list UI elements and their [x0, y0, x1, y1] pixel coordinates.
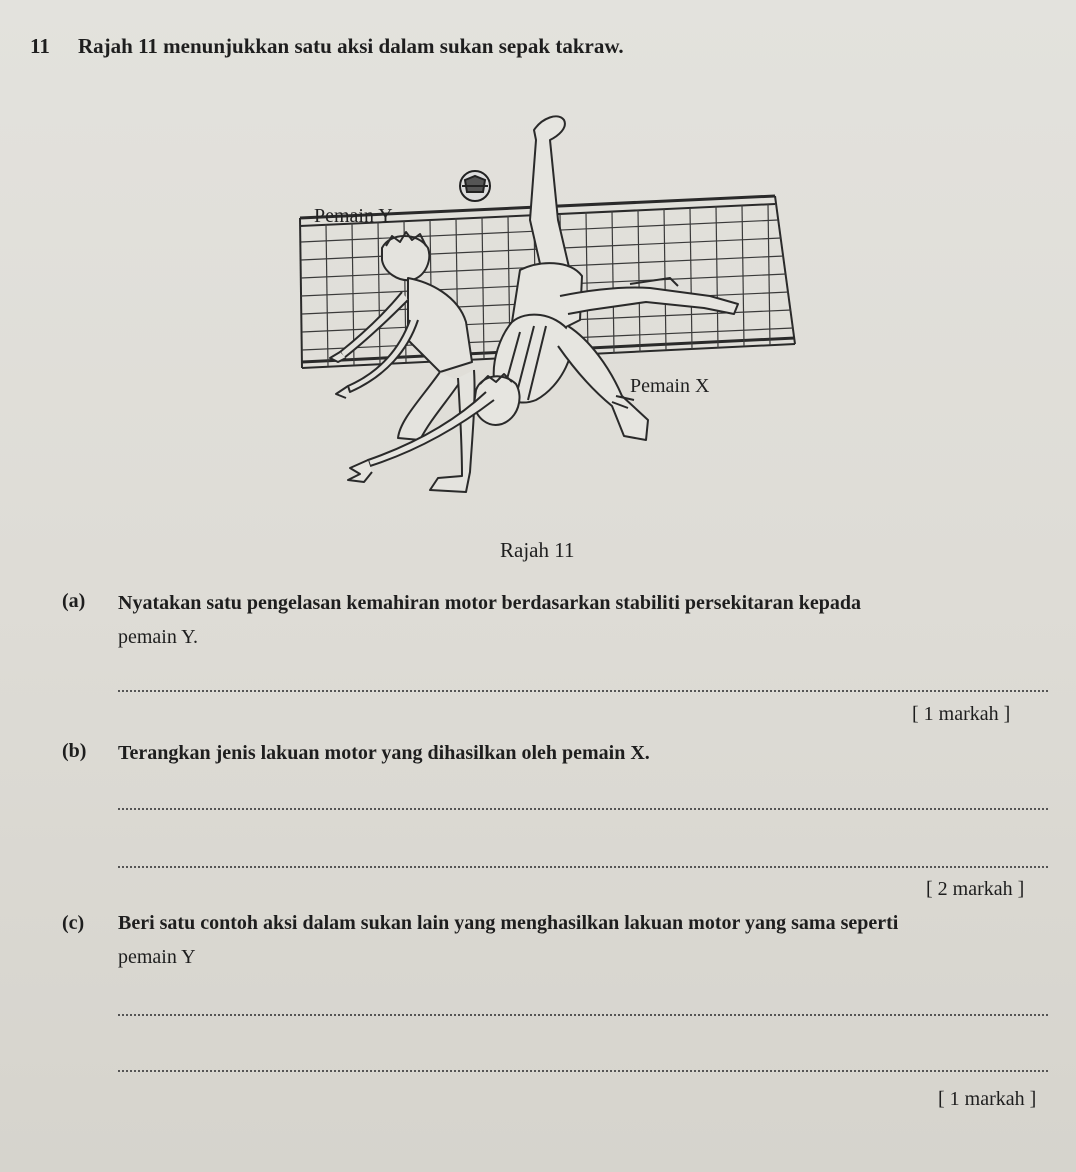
part-b-answer-line-2[interactable]: [118, 866, 1048, 868]
part-c-marks: [ 1 markah ]: [938, 1088, 1037, 1110]
part-b-marks: [ 2 markah ]: [926, 878, 1025, 900]
part-c-answer-line-1[interactable]: [118, 1014, 1048, 1016]
part-b-label: (b): [62, 740, 87, 762]
figure-sepak-takraw: [290, 100, 810, 510]
part-a-text-line2: pemain Y.: [118, 626, 198, 648]
part-b-answer-line-1[interactable]: [118, 808, 1048, 810]
part-a-text: [118, 586, 1038, 654]
figure-caption: Rajah 11: [500, 538, 575, 562]
part-a-text-line1: Nyatakan satu pengelasan kemahiran motor berdasarkan stabiliti persekitaran kepada: [118, 592, 862, 614]
part-a-answer-line[interactable]: [118, 690, 1048, 692]
part-c-text-line2: pemain Y: [118, 946, 196, 968]
player-x-label: Pemain X: [630, 375, 710, 397]
figure-illustration: [290, 100, 810, 510]
takraw-ball: [460, 171, 490, 201]
part-c-label: (c): [62, 912, 85, 934]
question-number: 11: [30, 34, 50, 58]
part-a-label: (a): [62, 590, 86, 612]
part-b-text-line1: Terangkan jenis lakuan motor yang dihasilkan oleh pemain X.: [118, 742, 650, 764]
part-a-marks: [ 1 markah ]: [912, 703, 1011, 725]
player-y-label: Pemain Y: [314, 205, 393, 227]
question-stem: Rajah 11 menunjukkan satu aksi dalam sukan sepak takraw.: [78, 34, 624, 58]
part-b-text: [118, 736, 1038, 770]
part-c-text-line1: Beri satu contoh aksi dalam sukan lain yang menghasilkan lakuan motor yang sama seperti: [118, 912, 899, 934]
part-c-answer-line-2[interactable]: [118, 1070, 1048, 1072]
part-c-text: [118, 906, 1038, 974]
